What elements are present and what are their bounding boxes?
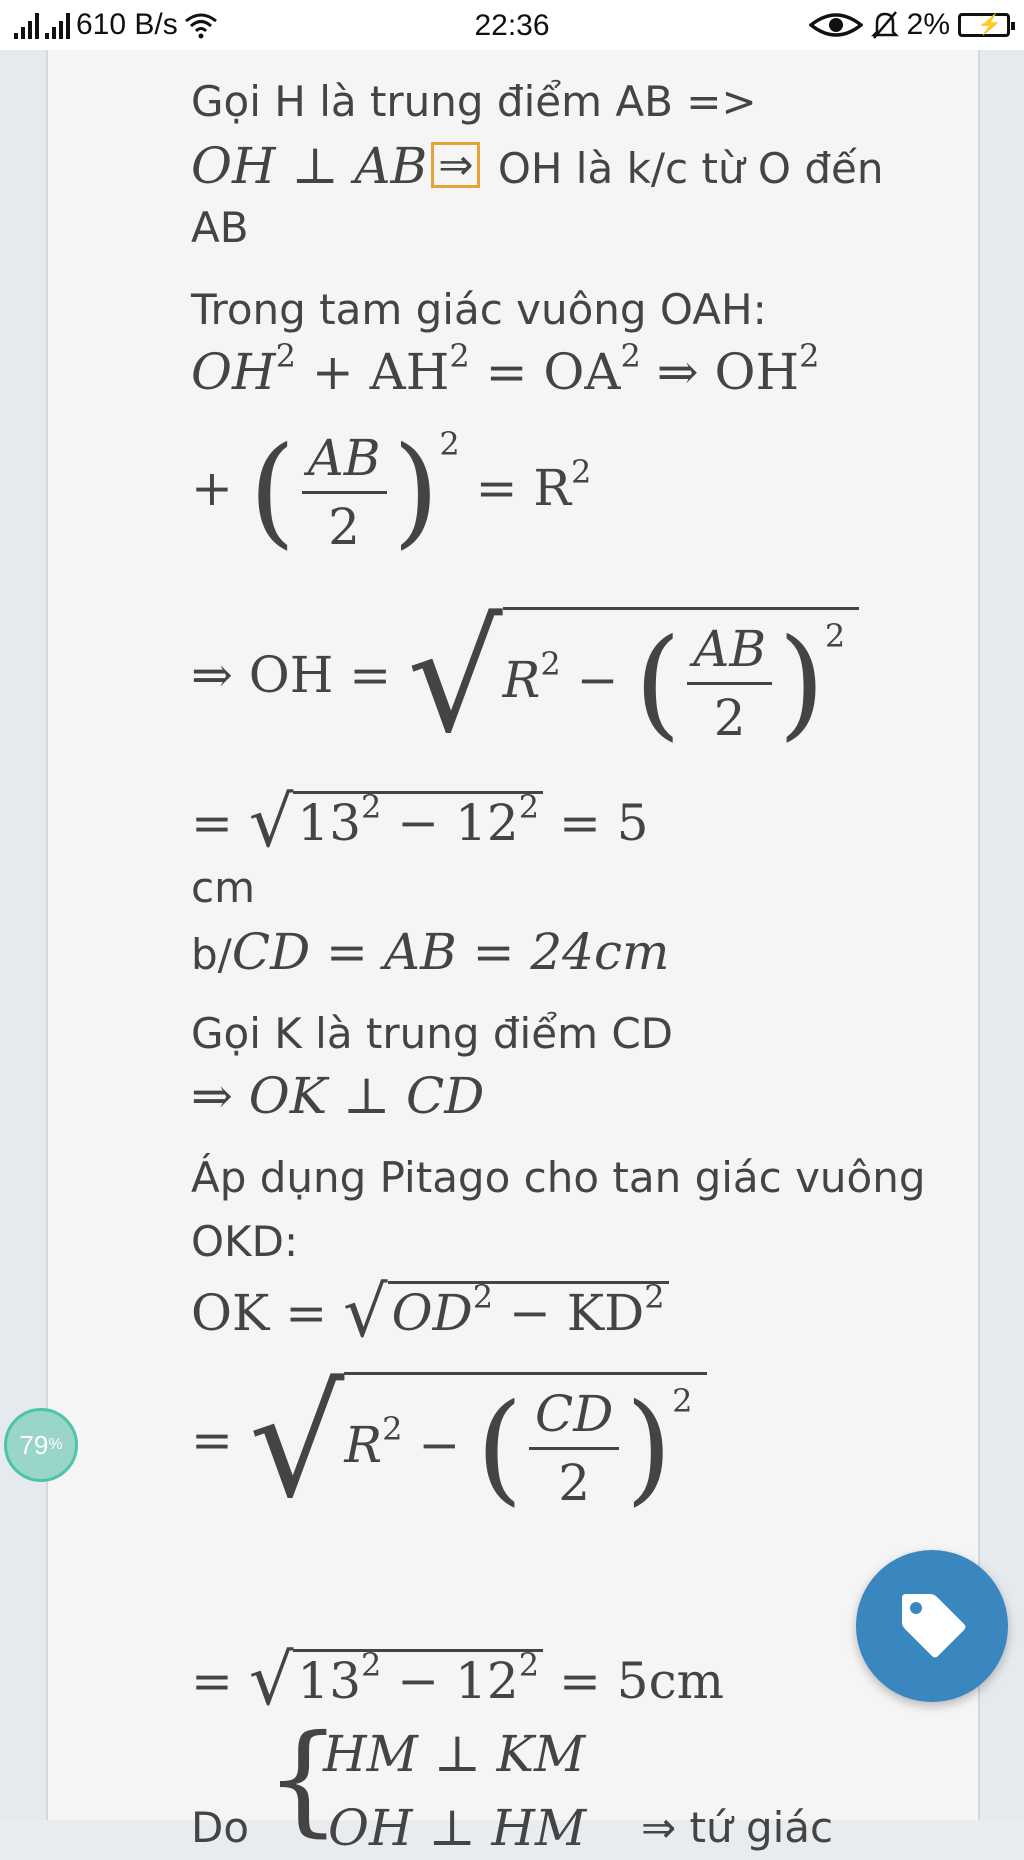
right-gutter xyxy=(978,50,1024,1820)
answer-page xyxy=(0,50,1024,1857)
clock: 22:36 xyxy=(474,9,550,42)
line-pitago: Áp dụng Pitago cho tan giác vuông xyxy=(191,1153,926,1202)
tag-icon xyxy=(894,1588,970,1664)
network-speed: 610 B/s xyxy=(76,8,178,41)
line-k-midpoint: Gọi K là trung điểm CD xyxy=(191,1009,673,1058)
cd-sqrt-equation: = $√R^2$ − ( $\frac{CD}{2}$ )$^2$ xyxy=(191,1365,707,1519)
battery-percent: 2% xyxy=(906,8,950,41)
bell-off-icon xyxy=(871,10,899,40)
tag-fab-button[interactable] xyxy=(856,1550,1008,1702)
implies-arrow-box[interactable]: ⇒ xyxy=(431,142,480,188)
battery-icon: ⚡ xyxy=(958,13,1010,37)
numeric-result-2: = $√13^2 - 12^2 = 5cm$ xyxy=(191,1639,724,1721)
status-right xyxy=(809,8,1010,42)
line-2 xyxy=(191,134,883,201)
oh-sqrt-equation: ⇒ OH = $√R^2$ − ( $\frac{AB}{2}$ )$^2$ xyxy=(191,600,859,754)
line-b: b/CD = AB = 24cm xyxy=(191,923,670,981)
pythagoras-equation: $OH^2 + AH^2 = OA^2$ ⇒ $OH^2$ xyxy=(191,337,820,401)
eye-icon xyxy=(809,11,863,39)
status-bar xyxy=(0,0,1024,50)
fraction-ab-2: $\frac{AB}{2}$ xyxy=(302,425,387,560)
progress-badge[interactable]: 79 % xyxy=(4,1408,78,1482)
line-okd: OKD: xyxy=(191,1217,299,1266)
line-cm: cm xyxy=(191,863,256,912)
ok-sqrt-equation: OK = $√OD^2 - KD^2$ xyxy=(191,1280,669,1345)
fraction-equation: + ( $\frac{AB}{2}$ )$^2 = R^2$ xyxy=(191,422,592,561)
answer-content: Gọi H là trung điểm AB => OH ⊥ AB ⇒ OH là k/c từ O đến AB Trong tam giác vuông OAH: $OH^2 + AH^2 = OA^2$ ⇒ $OH^2$ + ( $\frac{AB}{2}$ )$^2 = R^2$ ⇒ OH = $√R^2$ − ( $\frac{AB}{2}$ )$^2$ = $√13^2 - 12^2 = 5$ cm b/CD = AB = 24cm Gọi K là trung điểm CD ⇒ OK ⊥ CD Áp dụng Pitago cho tan giác vuông OKD: OK = $√OD^2 - KD^2$ = $√R^2$ − ( $\frac{CD}{2}$ )$^2$ = $√13^2 - 12^2 = 5cm$ Do { HM ⊥ KM OH ⊥ HM ⇒ tứ giác xyxy=(48,50,978,1820)
line-4: Trong tam giác vuông OAH: xyxy=(191,285,767,334)
ok-perp-cd: ⇒ OK ⊥ CD xyxy=(191,1067,485,1125)
fraction-cd-2: $\frac{CD}{2}$ xyxy=(529,1381,619,1516)
math-oh-perp-ab: OH ⊥ AB xyxy=(191,137,428,195)
numeric-result-1: = $√13^2 - 12^2 = 5$ xyxy=(191,781,649,863)
line-3: AB xyxy=(191,203,249,252)
line-1: Gọi H là trung điểm AB => xyxy=(191,77,757,126)
line-2-text: OH là k/c từ O đến xyxy=(484,144,884,193)
left-gutter xyxy=(0,50,48,1820)
